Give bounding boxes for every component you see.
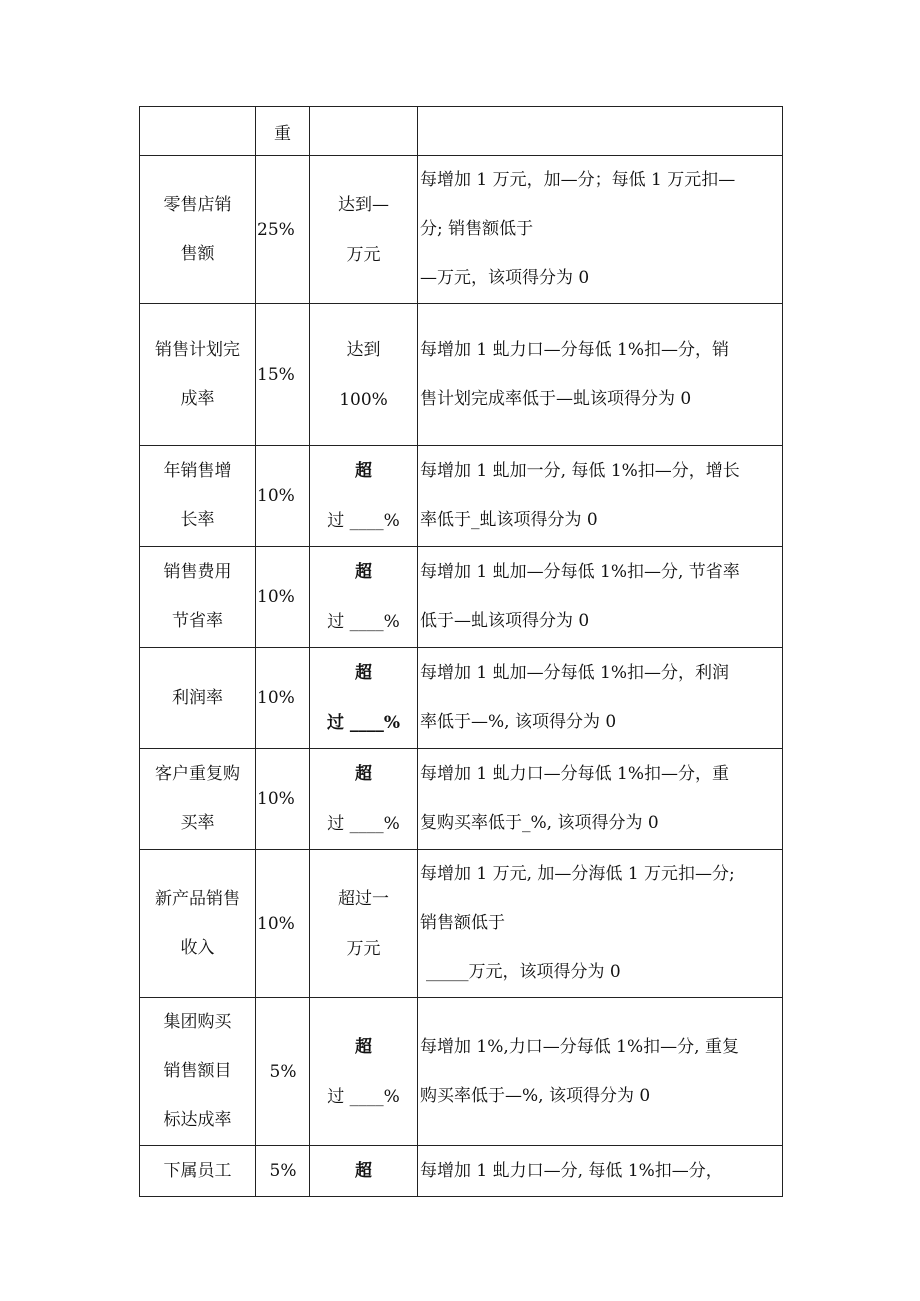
target-text: 超: [355, 1161, 372, 1181]
rule-text: 复购买率低于_%, 该项得分为 0: [420, 813, 659, 833]
rule-text: 率低于_虬该项得分为 0: [420, 510, 598, 530]
kpi-table: [139, 106, 783, 1197]
rule-text: 每增加 1%,力口—分每低 1%扣—分, 重复: [420, 1036, 739, 1057]
table-row: [140, 446, 783, 547]
rule-text: 每增加 1 虬力口—分每低 1%扣—分，重: [420, 764, 729, 784]
table-row: [140, 998, 783, 1146]
weight-cell: 5%: [256, 998, 310, 1146]
weight-cell: 25%: [256, 156, 310, 304]
indicator-text: 标达成率: [163, 1110, 232, 1130]
rule-cell: [418, 156, 783, 304]
rule-text: 每增加 1 虬加—分每低 1%扣—分, 节省率: [420, 562, 740, 582]
target-text: 超: [355, 764, 372, 784]
rule-cell: [418, 749, 783, 850]
indicator-text: 销售计划完: [155, 339, 240, 360]
table-row: [140, 648, 783, 749]
indicator-text: 买率: [180, 813, 215, 833]
target-text: 达到: [346, 339, 381, 360]
table-row: [140, 156, 783, 304]
target-text: 超: [355, 461, 372, 481]
rule-text: 低于—虬该项得分为 0: [420, 611, 590, 631]
indicator-text: 成率: [180, 388, 215, 409]
rule-text: 每增加 1 万元，加—分；每低 1 万元扣—: [420, 170, 736, 190]
indicator-text: 年销售增: [163, 461, 232, 481]
target-cell: [310, 1146, 418, 1197]
rule-cell: [418, 850, 783, 998]
indicator-text: 销售费用: [163, 562, 232, 582]
indicator-text: 节省率: [172, 611, 223, 631]
target-text: 万元: [346, 244, 381, 265]
weight-cell: 10%: [256, 850, 310, 998]
rule-text: —万元，该项得分为 0: [420, 268, 590, 288]
target-text: 万元: [346, 938, 381, 959]
target-text: 过 ____%: [327, 612, 400, 632]
table-header-row: [140, 107, 783, 156]
indicator-cell: [140, 446, 256, 547]
target-cell: [310, 304, 418, 446]
target-cell: [310, 156, 418, 304]
target-text: 100%: [339, 389, 388, 410]
rule-cell: [418, 446, 783, 547]
target-cell: [310, 749, 418, 850]
target-text: 超过一: [338, 888, 389, 909]
table-row: [140, 1146, 783, 1197]
header-cell-rule: [418, 107, 783, 156]
indicator-cell: [140, 156, 256, 304]
indicator-text: 集团购买: [163, 1012, 232, 1032]
weight-cell: 10%: [256, 547, 310, 648]
rule-cell: [418, 304, 783, 446]
indicator-text: 利润率: [172, 687, 223, 708]
rule-text: 率低于—%, 该项得分为 0: [420, 712, 617, 732]
weight-cell: 15%: [256, 304, 310, 446]
target-text: 超: [355, 663, 372, 683]
indicator-cell: [140, 304, 256, 446]
rule-cell: [418, 1146, 783, 1197]
rule-text: 售计划完成率低于—虬该项得分为 0: [420, 388, 692, 409]
target-cell: [310, 446, 418, 547]
target-cell: [310, 547, 418, 648]
table-row: [140, 749, 783, 850]
rule-text: 每增加 1 万元, 加—分海低 1 万元扣—分;: [420, 864, 735, 884]
indicator-text: 售额: [180, 243, 215, 264]
target-cell: [310, 648, 418, 749]
table-row: [140, 850, 783, 998]
rule-text: 每增加 1 虬加一分, 每低 1%扣—分，增长: [420, 461, 740, 481]
indicator-text: 零售店销: [163, 194, 232, 215]
rule-text: 每增加 1 虬加—分每低 1%扣—分，利润: [420, 663, 729, 683]
indicator-text: 新产品销售: [155, 888, 240, 909]
target-text: 过 ____%: [327, 511, 400, 531]
indicator-cell: [140, 1146, 256, 1197]
rule-cell: [418, 547, 783, 648]
indicator-cell: [140, 998, 256, 1146]
header-cell-weight: 重: [256, 107, 310, 156]
target-text: 达到—: [338, 194, 389, 215]
indicator-text: 客户重复购: [155, 764, 240, 784]
weight-cell: 5%: [256, 1146, 310, 1197]
target-text: 过 ____%: [326, 713, 401, 733]
weight-cell: 10%: [256, 648, 310, 749]
indicator-cell: [140, 547, 256, 648]
indicator-cell: [140, 749, 256, 850]
target-text: 过 ____%: [327, 814, 400, 834]
rule-text: 每增加 1 虬力口—分, 每低 1%扣—分，: [420, 1160, 723, 1181]
weight-cell: 10%: [256, 749, 310, 850]
indicator-text: 下属员工: [163, 1160, 232, 1181]
rule-text: 购买率低于—%, 该项得分为 0: [420, 1085, 651, 1106]
table-row: [140, 304, 783, 446]
rule-text: 销售额低于: [420, 913, 505, 933]
weight-cell: 10%: [256, 446, 310, 547]
rule-cell: [418, 998, 783, 1146]
rule-text: _____万元，该项得分为 0: [426, 962, 621, 982]
target-cell: [310, 850, 418, 998]
target-text: 超: [355, 1036, 372, 1057]
rule-text: 每增加 1 虬力口—分每低 1%扣—分，销: [420, 339, 729, 360]
target-text: 超: [355, 562, 372, 582]
indicator-cell: [140, 850, 256, 998]
target-text: 过 ____%: [327, 1086, 400, 1107]
indicator-text: 长率: [180, 510, 215, 530]
header-cell-indicator: [140, 107, 256, 156]
indicator-text: 收入: [180, 937, 215, 958]
indicator-cell: [140, 648, 256, 749]
header-cell-target: [310, 107, 418, 156]
rule-text: 分; 销售额低于: [420, 219, 534, 239]
indicator-text: 销售额目: [163, 1061, 232, 1081]
rule-cell: [418, 648, 783, 749]
target-cell: [310, 998, 418, 1146]
table-row: [140, 547, 783, 648]
